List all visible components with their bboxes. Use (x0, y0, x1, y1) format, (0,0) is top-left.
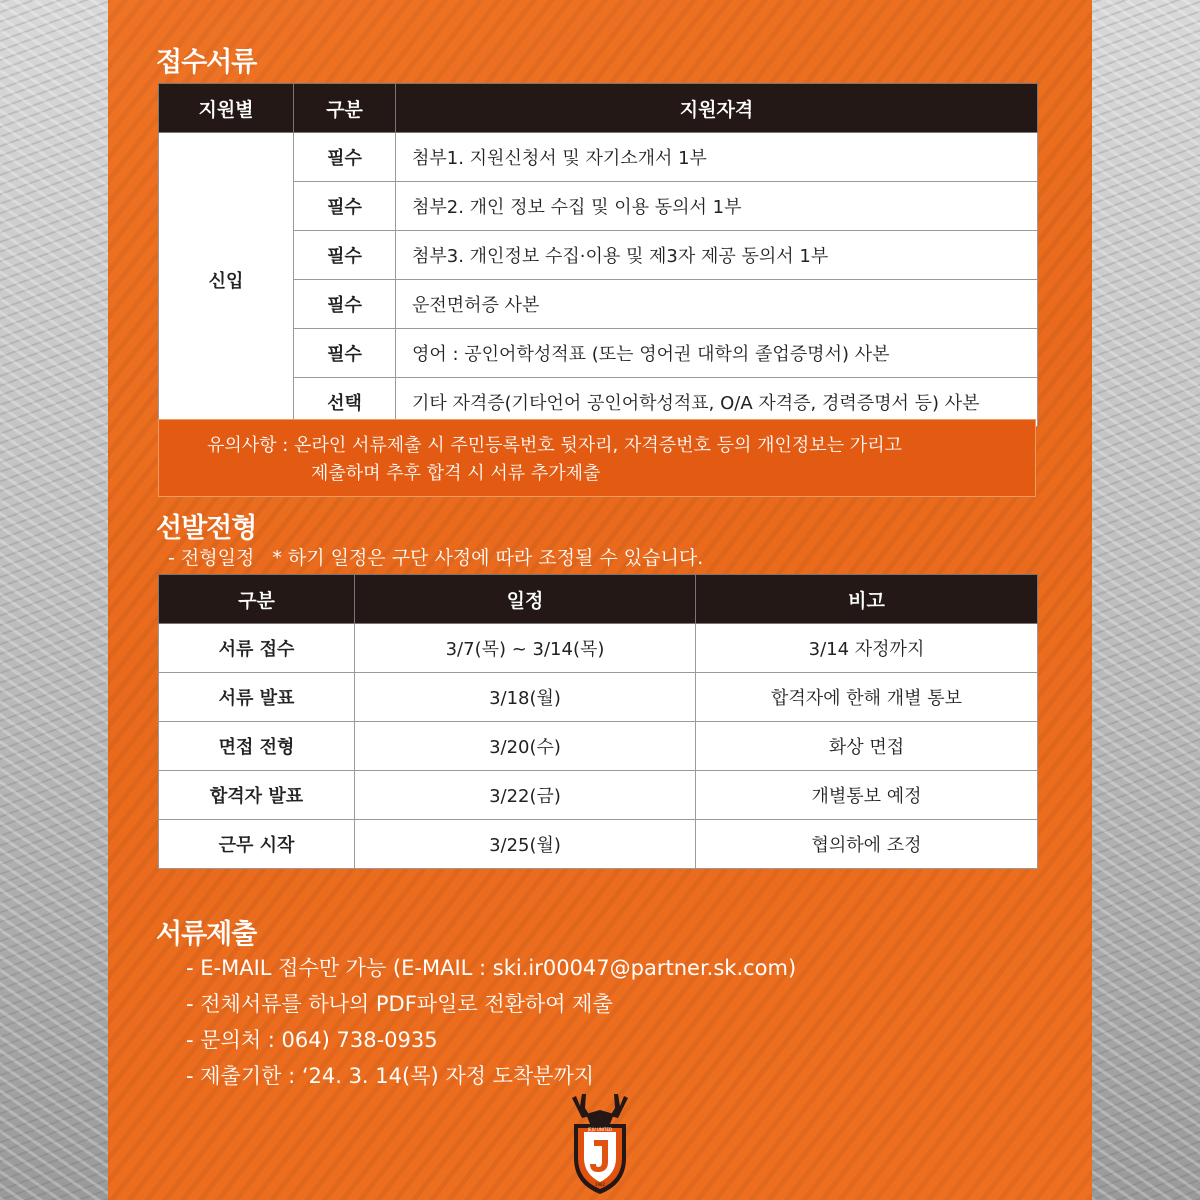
requirement-cell: 운전면허증 사본 (396, 280, 1038, 329)
date-cell: 3/18(월) (355, 673, 696, 722)
schedule-note: * 하기 일정은 구단 사정에 따라 조정될 수 있습니다. (272, 547, 704, 569)
requirement-cell: 첨부1. 지원신청서 및 자기소개서 1부 (396, 133, 1038, 182)
section-title-documents: 접수서류 (156, 47, 257, 78)
column-header: 일정 (355, 575, 696, 624)
column-header: 지원자격 (396, 84, 1038, 133)
notice-box (158, 419, 1036, 497)
table-row (159, 771, 1038, 820)
table-header-row (159, 84, 1038, 133)
stage-cell: 면접 전형 (159, 722, 355, 771)
list-item: - 문의처 : 064) 738-0935 (186, 1028, 438, 1052)
documents-table (158, 83, 1038, 427)
emblem-text: JEJU UNITED (587, 1127, 613, 1132)
notice-line-2: 제출하며 추후 합격 시 서류 추가제출 (311, 463, 601, 484)
background-left (0, 0, 108, 1200)
table-row (159, 624, 1038, 673)
table-row (159, 722, 1038, 771)
schedule-subtitle (168, 543, 703, 570)
list-item: - E-MAIL 접수만 가능 (E-MAIL : ski.ir00047@partner.sk.com) (186, 956, 797, 980)
date-cell: 3/7(목) ~ 3/14(목) (355, 624, 696, 673)
submit-list (186, 950, 796, 1094)
remark-cell: 협의하에 조정 (696, 820, 1038, 869)
column-header: 지원별 (159, 84, 294, 133)
table-row (159, 133, 1038, 182)
column-header: 구분 (294, 84, 396, 133)
date-cell: 3/20(수) (355, 722, 696, 771)
group-cell: 신입 (159, 133, 294, 427)
list-item: - 전체서류를 하나의 PDF파일로 전환하여 제출 (186, 992, 613, 1016)
orange-panel (108, 0, 1092, 1200)
type-cell: 필수 (294, 182, 396, 231)
date-cell: 3/22(금) (355, 771, 696, 820)
notice-line-1: 유의사항 : 온라인 서류제출 시 주민등록번호 뒷자리, 자격증번호 등의 개인정보는 가리고 (207, 435, 902, 456)
schedule-table (158, 574, 1038, 869)
background-right (1092, 0, 1200, 1200)
emblem-year: 1982 (594, 1182, 606, 1187)
stage-cell: 합격자 발표 (159, 771, 355, 820)
section-title-selection: 선발전형 (156, 513, 257, 544)
remark-cell: 3/14 자정까지 (696, 624, 1038, 673)
date-cell: 3/25(월) (355, 820, 696, 869)
requirement-cell: 영어 : 공인어학성적표 (또는 영어권 대학의 졸업증명서) 사본 (396, 329, 1038, 378)
section-title-submit: 서류제출 (156, 919, 257, 950)
stage-cell: 서류 접수 (159, 624, 355, 673)
stage-cell: 서류 발표 (159, 673, 355, 722)
requirement-cell: 기타 자격증(기타언어 공인어학성적표, O/A 자격증, 경력증명서 등) 사본 (396, 378, 1038, 427)
type-cell: 필수 (294, 329, 396, 378)
type-cell: 필수 (294, 231, 396, 280)
table-header-row (159, 575, 1038, 624)
list-item: - 제출기한 : ‘24. 3. 14(목) 자정 도착분까지 (186, 1064, 595, 1088)
table-row (159, 820, 1038, 869)
requirement-cell: 첨부2. 개인 정보 수집 및 이용 동의서 1부 (396, 182, 1038, 231)
stage-cell: 근무 시작 (159, 820, 355, 869)
remark-cell: 화상 면접 (696, 722, 1038, 771)
requirement-cell: 첨부3. 개인정보 수집·이용 및 제3자 제공 동의서 1부 (396, 231, 1038, 280)
column-header: 비고 (696, 575, 1038, 624)
schedule-label: - 전형일정 (168, 547, 255, 569)
type-cell: 필수 (294, 133, 396, 182)
jeju-united-emblem-icon (560, 1088, 640, 1198)
remark-cell: 개별통보 예정 (696, 771, 1038, 820)
type-cell: 필수 (294, 280, 396, 329)
remark-cell: 합격자에 한해 개별 통보 (696, 673, 1038, 722)
table-row (159, 673, 1038, 722)
type-cell: 선택 (294, 378, 396, 427)
column-header: 구분 (159, 575, 355, 624)
